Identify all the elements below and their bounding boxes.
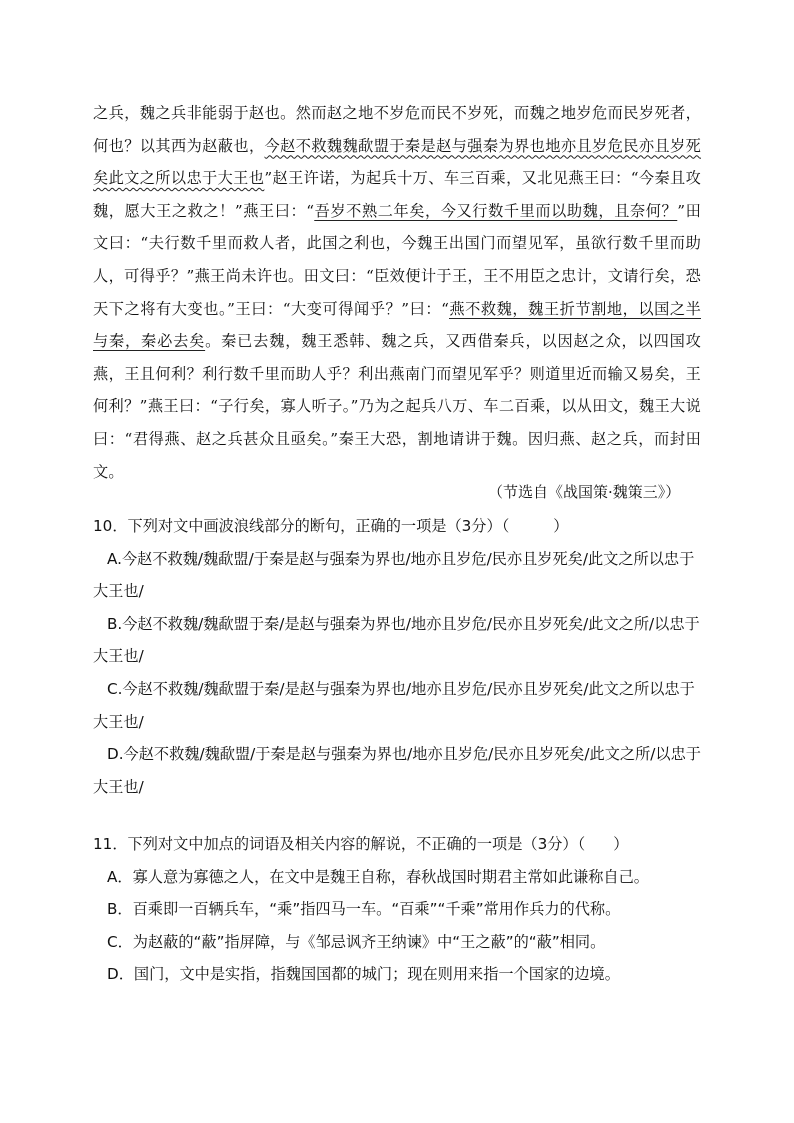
passage-text: 。秦已去魏，魏王悉韩、魏之兵，又西借秦兵，以因赵之众，以四国攻燕，王且何利？利行数千里而助人乎？利出燕南门而望见军乎？则道里近而输又易矣，王何利？”燕王曰：“子行矣，寡人听子。”乃为之起兵八万、车二百乘，以从田文，魏王大说曰：“君得燕、赵之兵甚众且亟矣。”秦王大恐，割地请讲于魏。因归燕、赵之兵，而封田文。 — [93, 332, 702, 481]
question-10 — [93, 510, 705, 803]
classical-passage — [93, 97, 701, 488]
option-d: D.今赵不救魏/魏歃盟/于秦是赵与强秦为界也/地亦且岁危/民亦且岁死矣/此文之所/以忠于大王也/ — [93, 745, 701, 796]
question-10-stem: 10．下列对文中画波浪线部分的断句，正确的一项是（3分）（ — [93, 517, 510, 535]
option-d: D．国门，文中是实指，指魏国国都的城门；现在则用来指一个国家的边境。 — [107, 965, 620, 984]
question-11-stem: 11．下列对文中加点的词语及相关内容的解说，不正确的一项是（3分）（ — [93, 835, 586, 853]
option-a: A．寡人意为寡德之人，在文中是魏王自称，春秋战国时期君主常如此谦称自己。 — [107, 867, 649, 886]
option-c: C.今赵不救魏/魏歃盟于秦/是赵与强秦为界也/地亦且岁危/民亦且岁死矣/此文之所以忠于大王也/ — [93, 679, 695, 731]
passage-text: 之兵，魏之兵非能弱于赵也。然而赵之地不岁危而民不岁死，而魏之地岁危而民岁死者，何也？以其西为赵蔽也， — [93, 104, 701, 155]
option-b: B.今赵不救魏/魏歃盟于秦/是赵与强秦为界也/地亦且岁危/民亦且岁死矣/此文之所/以忠于大王也/ — [93, 614, 700, 666]
question-11 — [93, 828, 705, 991]
question-stem — [93, 510, 705, 543]
option-a: A.今赵不救魏/魏歃盟/于秦是赵与强秦为界也/地亦且岁危/民亦且岁死矣/此文之所以忠于大王也/ — [93, 549, 695, 601]
passage-text: ”田文曰：“夫行数千里而救人者，此国之利也，今魏王出国门而望见军，虽欲行数千里而助人，可得乎？”燕王尚未许也。田文曰：“臣效便计于王，王不用臣之忠计，文请行矣，恐天下之将有大变也。”王曰：“大变可得闻乎？”曰：“ — [93, 201, 701, 318]
passage-source: （节选自《战国策·魏策三》） — [488, 483, 681, 501]
underlined-sentence-2: 燕不救魏，魏王折节割地，以国之半与秦，秦必去矣 — [93, 299, 701, 351]
question-10-stem-close: ） — [553, 517, 569, 535]
option-b: B．百乘即一百辆兵车，“乘”指四马一车。“百乘”“千乘”常用作兵力的代称。 — [107, 900, 621, 919]
wavy-underlined-sentence: 今赵不救魏魏歃盟于秦是赵与强秦为界也地亦且岁危民亦且岁死矣此文之所以忠于大王也 — [93, 136, 701, 188]
underlined-sentence-1: 吾岁不熟二年矣，今又行数千里而以助魏，且奈何？ — [314, 201, 678, 220]
option-c: C．为赵蔽的“蔽”指屏障，与《邹忌讽齐王纳谏》中“王之蔽”的“蔽”相同。 — [107, 932, 606, 951]
question-11-stem-close: ） — [613, 835, 629, 853]
question-stem — [93, 828, 705, 861]
passage-text: ”赵王许诺，为起兵十万、车三百乘，又北见燕王曰：“今秦且攻魏，愿大王之救之！”燕王曰：“ — [93, 169, 701, 220]
